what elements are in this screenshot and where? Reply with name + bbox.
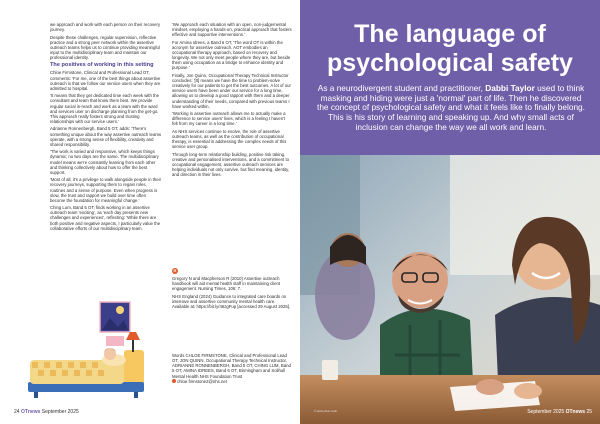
paragraph: we approach and work with each person on their recovery journey.: [50, 22, 161, 33]
paragraph: 'It means that they get dedicated time each week with the consultant and team that know them best. We provide regular social in-reach and work as a team with the ward and services user on discharge planning from the get-go. This approach really fosters strong and trusting relationships with our service users.': [50, 93, 160, 125]
paragraph: Ching Lum, Band 5 OT, finds working in an assertive outreach team 'exciting', as 'each day presents new challenges and experiences', reflecting: 'While there are both positive and negative aspects, I particularly value the collaborative efforts of our multidisciplinary team.: [50, 205, 161, 231]
paragraph: For Amina Idrees, a Band 6 OT, 'The word OT is within the acronym for assertive outreach. AOT embodies an occupational therapy approach, based on recovery and longevity. We not only meet people where they are, but beside them using occupation as a bridge to enhance identity and purpose.': [172, 39, 291, 71]
references-badge: R: [173, 268, 177, 273]
paragraph: Adrianne Ronnenbergh, Band 5 OT, adds: 'There's something unique about the way assertive outreach teams operate, with a strong sense of flexibility, creativity and shared responsibility.: [50, 126, 162, 147]
paragraph: Chloe Firmstone, Clinical and Professional Lead OT, comments: 'For me, one of the best things about assertive outreach is that we follow our service users when they are admitted to hospital.: [50, 70, 161, 91]
author-credit: [172, 353, 292, 384]
author-email[interactable]: [172, 379, 292, 384]
email-text[interactable]: chloe.firmstone2@nhs.net: [177, 378, 227, 384]
intro-text: As a neurodivergent student and practitioner,: [317, 83, 486, 93]
bedroom-illustration: [22, 300, 148, 400]
email-icon: [172, 379, 176, 383]
right-footer: [480, 409, 592, 415]
paragraph: Despite these challenges, regular supervision, reflective practice and a strong peer network within the assertive outreach teams helps us to continue providing meaningful input to the multidisciplinary team and maintain our professional identity.: [50, 34, 160, 61]
left-footer: [14, 409, 79, 415]
group-photo: [300, 155, 600, 424]
reference-item: Gregory N and Macpherson R (2010) Assertive outreach handbook will aid mental health staff in maintaining client engagement. Nursing Times, 106: 7.: [172, 276, 281, 292]
title-line: psychological safety: [327, 49, 573, 77]
title-line: The language of: [354, 20, 546, 48]
paragraph: Through long-term relationship building, positive risk taking, creative and personalised interventions, and a commitment to occupational engagement, assertive outreach services are helping individuals not only survive, but find meaning, identity, and direction in their lives.: [172, 151, 290, 178]
section-heading: The positives of working in this setting: [50, 62, 154, 69]
left-column-1: [50, 22, 162, 233]
issue-date: September 2025: [527, 409, 565, 415]
paragraph: 'Working in assertive outreach allows me to actually make a difference to service users' lives, which is a feeling I haven't felt from my career in a long time.': [172, 111, 286, 127]
reference-item[interactable]: NHS England (2024) Guidance to integrated care boards on intensive and assertive community mental health care. Available at: https://bit.ly/46zgFup [accessed 29 August 2025].: [172, 293, 291, 309]
right-page: [300, 0, 600, 424]
paragraph: Finally, Jon Quinn, Occupational Therapy Technical Instructor concludes: '[It] means we have the time to problem-solve creatively for our patients to get the best outcomes. A lot of our service users have been under our service for a long time, allowing us to develop a good rapport with them and a deeper understanding of their needs, compared with previous teams I have worked within.: [172, 72, 291, 109]
references: [172, 276, 292, 311]
author-credit-text: Words CHLOE FIRMSTONE, Clinical and Professional Lead OT, JON QUINN, Occupational Therapy Technical Instructor, ADRIANNE RONNENBERGH, Band 5 OT, CHING LUM, Band 5 OT, AMINA IDREES, Band 6 OT, Birmingham and Solihull Mental Health NHS Foundation Trust: [172, 353, 291, 379]
page-number: 25: [586, 409, 592, 415]
left-column-2: [172, 22, 292, 180]
issue-date: September 2025: [41, 409, 79, 415]
paragraph: 'We approach each situation with an open, non-judgemental mindset, employing a hands-on, practical approach that fosters effective and supportive interventions.': [172, 22, 292, 38]
paragraph: As NHS services continue to evolve, the role of assertive outreach teams, as well as the contribution of occupational therapy, is essential in addressing the complex needs of this service user group.: [172, 128, 287, 150]
paragraph: 'Most of all, it's a privilege to walk alongside people in their recovery journeys, supporting them to regain roles, routines and a sense of purpose. Even when progress is slow, the trust and rapport we build over time often become the foundation for meaningful change.': [50, 177, 162, 203]
brand-name: OTnews: [565, 409, 586, 415]
article-title: [300, 20, 600, 78]
photo-credit: © stock photo credit: [314, 410, 337, 413]
author-name: Dabbi Taylor: [485, 83, 535, 93]
brand-name: OTnews: [20, 409, 41, 415]
article-standfirst: [316, 84, 586, 133]
intro-text: used to think masking and hiding were just a 'normal' part of life. Then he discovered the concept of psychological safety and what it feels like to finally belong. This is his story of learning and speaking up. And why small acts of inclusion can change the way we all work and learn.: [317, 83, 585, 132]
page-number: 24: [14, 409, 20, 415]
paragraph: 'The work is varied and responsive, which keeps things dynamic; no two days are the same. The multidisciplinary model means we're constantly learning from each other and thinking collectively about how to offer the best support.: [50, 149, 159, 175]
